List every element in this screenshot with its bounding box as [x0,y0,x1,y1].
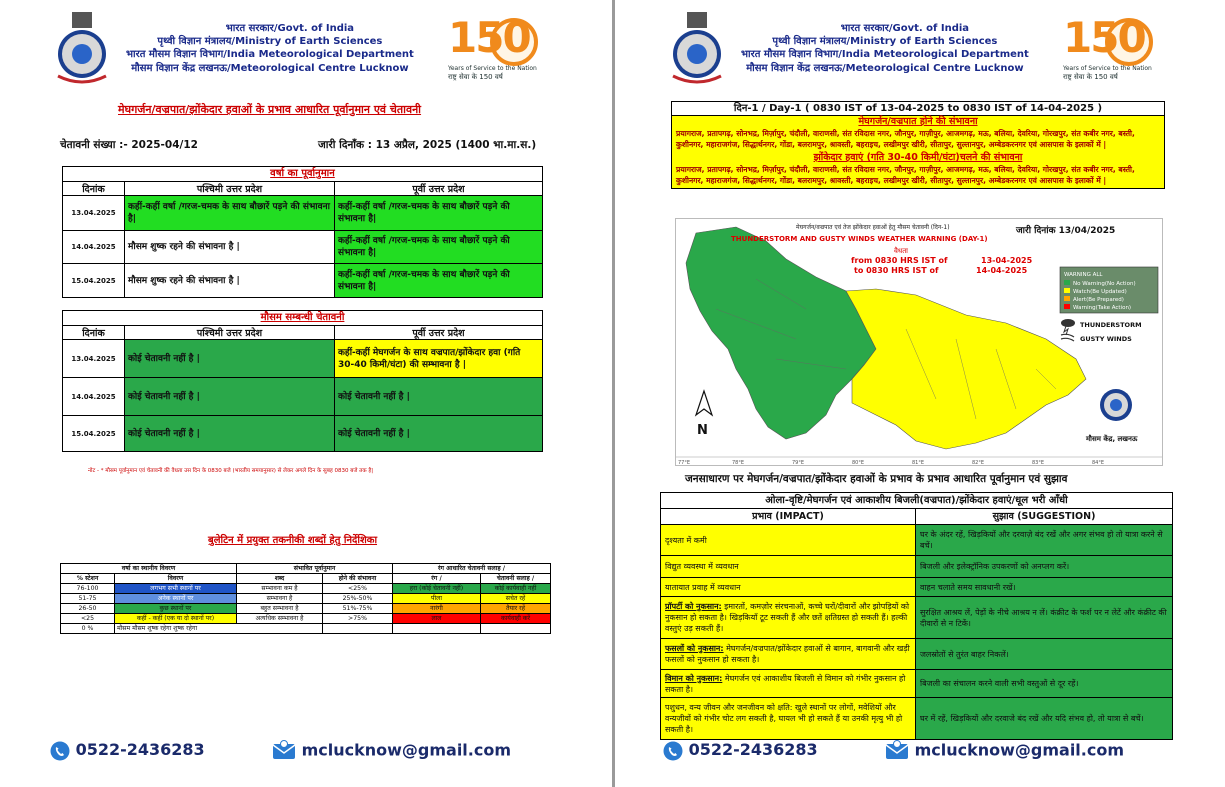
east-warning: कोई चेतावनी नहीं है | [335,378,543,416]
legend-word: अत्यधिक सम्भावना है [237,614,323,624]
row-date: 15.04.2025 [63,416,125,452]
map-validity-label: वैधता [894,247,908,255]
legend-col-desc: विवरण [115,574,237,584]
map-from-label: from 0830 HRS IST of [851,256,948,265]
col-west-up: पश्चिमी उत्तर प्रदेश [125,182,335,196]
col-suggestion: सुझाव (SUGGESTION) [916,509,1173,525]
logo-tagline-en: Years of Service to the Nation [448,65,537,72]
west-forecast: कहीं-कहीं वर्षा /गरज-चमक के साथ बौछारें पड़ने की संभावना है| [125,196,335,231]
legend-swatch-yellow [1064,288,1070,293]
logo-number: 150 [448,13,530,62]
contact-phone[interactable] [50,740,205,770]
legend-col-prob: होने की संभावना [323,574,393,584]
map-gusty-label: GUSTY WINDS [1080,335,1132,343]
legend-pct: 51-75 [61,594,115,604]
ministry-label: पृथ्वी विज्ञान मंत्रालय/Ministry of Earth Sciences [157,36,383,48]
ashoka-emblem-logo [665,10,729,86]
impact-lead: प्रॉपर्टी को नुकसान: [665,602,722,611]
legend-color: हरा (कोई चेतावनी नहीं) [393,584,481,594]
table-row [63,416,543,452]
table-header-row [63,326,543,340]
government-header-text [126,22,414,75]
lon-tick: 80°E [852,460,865,465]
phone-icon [50,741,70,761]
thunderstorm-icon [1061,319,1075,335]
west-forecast: मौसम शुष्क रहने की संभावना है | [125,231,335,264]
table-row [63,378,543,416]
east-forecast: कहीं-कहीं वर्षा /गरज-चमक के साथ बौछारें पड़ने की संभावना है| [335,196,543,231]
ministry-label: पृथ्वी विज्ञान मंत्रालय/Ministry of Earth Sciences [772,36,998,48]
legend-col-word: शब्द [237,574,323,584]
contact-email[interactable] [885,740,1124,770]
legend-item: Warning(Take Action) [1073,305,1132,311]
legend-advice: कार्यवाही करें [481,614,551,624]
legend-prob: 25%-50% [323,594,393,604]
map-thunderstorm-label: THUNDERSTORM [1080,321,1142,329]
contact-email[interactable] [272,740,511,770]
rain-forecast-table [62,181,543,298]
col-west-up: पश्चिमी उत्तर प्रदेश [125,326,335,340]
legend-col-color: रंग / [393,574,481,584]
table-row [661,556,1173,578]
legend-swatch-red [1064,304,1070,309]
govt-label: भारत सरकार/Govt. of India [840,23,970,34]
page-header [615,8,1225,83]
table-row [63,196,543,231]
map-issue-date: जारी दिनांक 13/04/2025 [1016,226,1116,236]
legend-color: लाल [393,614,481,624]
table-header-row [63,182,543,196]
govt-label: भारत सरकार/Govt. of India [225,23,355,34]
col-date: दिनांक [63,326,125,340]
legend-desc: कुछ स्थानों पर [115,604,237,614]
legend-row [61,604,551,614]
table-row [63,340,543,378]
row-date: 14.04.2025 [63,231,125,264]
phone-icon [663,741,683,761]
day1-forecast-box [671,101,1165,189]
glossary-table [60,563,551,634]
legend-desc: लगभग सभी स्थानों पर [115,584,237,594]
map-region-west [686,227,876,439]
east-forecast: कहीं-कहीं वर्षा /गरज-चमक के साथ बौछारें पड़ने की संभावना है| [335,264,543,298]
map-from-date: 13-04-2025 [981,256,1033,265]
lon-tick: 77°E [678,460,691,465]
imd-label: भारत मौसम विज्ञान विभाग/India Meteorological Department [741,49,1029,61]
legend-head-rain: वर्षा का स्थानीय विवरण [61,564,237,574]
table-row [63,264,543,298]
imd-label: भारत मौसम विज्ञान विभाग/India Meteorological Department [126,49,414,61]
email-address: mclucknow@gmail.com [301,740,512,760]
legend-advice: कोई कार्यवाही नहीं [481,584,551,594]
email-address: mclucknow@gmail.com [914,740,1125,760]
suggestion-cell: बिजली और इलेक्ट्रॉनिक उपकरणों को अनप्लग करें। [916,556,1173,578]
map-top-line: मेघगर्जन/वज्रपात एवं तेज झोंकेदार हवाओं हेतु मौसम चेतावनी (दिन-1) [796,224,950,231]
table-row [661,670,1173,698]
legend-swatch-orange [1064,296,1070,301]
legend-swatch-green [1064,280,1070,285]
suggestion-cell: घर में रहें, खिड़कियों और दरवाजे बंद रखें और यदि संभव हो, तो यात्रा से बचें। [916,698,1173,740]
impact-text: मेघगर्जन एवं आकाशीय बिजली से विमान को गंभीर नुकसान हो सकता है। [665,673,906,694]
map-legend-title: WARNING ALL [1064,272,1103,278]
legend-row [61,614,551,624]
table-row [661,597,1173,639]
suggestion-cell: वाहन चलाते समय सावधानी रखें। [916,578,1173,597]
logo-tagline-hi: राष्ट्र सेवा के 150 वर्ष [1063,73,1118,81]
row-date: 13.04.2025 [63,340,125,378]
impact-lead: विमान को नुकसान: [665,673,723,683]
warning-number: चेतावनी संख्या :- 2025-04/12 [60,139,198,151]
suggestion-cell: घर के अंदर रहें, खिड़कियों और दरवाज़े बंद रखें और अगर संभव हो तो यात्रा करने से बचें। [916,525,1173,556]
impact-text: मेघगर्जन/वज्रपात/झोंकेदार हवाओं से बागान, बागवानी और खड़ी फसलों को नुकसान हो सकता है। [665,644,910,664]
col-impact: प्रभाव (IMPACT) [661,509,916,525]
impact-cell [661,578,916,597]
email-icon [885,740,909,762]
weather-warning-table [62,325,543,452]
weather-warning-title: मौसम सम्बन्धी चेतावनी [62,310,543,325]
centre-label: मौसम विज्ञान केंद्र लखनऊ/Meteorological Centre Lucknow [131,62,409,74]
bulletin-page-right [615,0,1225,787]
impact-cell [661,597,916,639]
row-date: 15.04.2025 [63,264,125,298]
legend-desc: मौसम मौसम शुष्क रहेगा शुष्क रहेगा [115,624,323,634]
legend-color: पीला [393,594,481,604]
legend-word: सम्भावना है [237,594,323,604]
table-row [661,698,1173,740]
lon-tick: 84°E [1092,460,1105,465]
legend-pct: 26-50 [61,604,115,614]
lon-tick: 78°E [732,460,745,465]
gusty-wind-icon [1061,334,1074,341]
legend-head-forecast: संभावित पूर्वानुमान [237,564,393,574]
legend-prob: >75% [323,614,393,624]
legend-row [61,594,551,604]
day1-heading: दिन-1 / Day-1 ( 0830 IST of 13-04-2025 to 0830 IST of 14-04-2025 ) [672,102,1164,116]
impact-table-title: ओला-वृष्टि/मेघगर्जन एवं आकाशीय बिजली(वज्रपात)/झोंकेदार हवाएं/धूल भरी आँधी [661,493,1173,509]
bulletin-page-left [0,0,612,787]
impact-cell [661,556,916,578]
glossary-title: बुलेटिन में प्रयुक्त तकनीकी शब्दों हेतु निर्देशिका [208,535,378,546]
legend-item: Watch(Be Updated) [1073,289,1127,295]
legend-item: Alert(Be Prepared) [1073,297,1124,303]
page-header [0,8,612,83]
map-legend [1060,267,1158,313]
col-east-up: पूर्वी उत्तर प्रदेश [335,182,543,196]
legend-row [61,584,551,594]
north-arrow-icon [696,391,712,415]
lon-tick: 82°E [972,460,985,465]
lon-tick: 83°E [1032,460,1045,465]
legend-item: No Warning(No Action) [1073,281,1136,287]
government-header-text [741,22,1029,75]
table-row [63,231,543,264]
west-warning: कोई चेतावनी नहीं है | [125,378,335,416]
legend-desc: कहीं - कहीं (एक या दो स्थानों पर) [115,614,237,624]
impact-cell [661,639,916,670]
legend-color: नारंगी [393,604,481,614]
issue-date: जारी दिनाँक : 13 अप्रैल, 2025 (1400 भा.मा.स.) [318,139,537,151]
col-east-up: पूर्वी उत्तर प्रदेश [335,326,543,340]
suggestion-cell: सुरक्षित आश्रय लें, पेड़ों के नीचे आश्रय न लें। कंक्रीट के फर्श पर न लेटें और कंक्रीट की दीवारों से न टिकें। [916,597,1173,639]
imd-150-years-logo [1063,14,1163,86]
impact-text: दृश्यता में कमी [665,535,707,545]
west-warning: कोई चेतावनी नहीं है | [125,416,335,452]
logo-tagline-hi: राष्ट्र सेवा के 150 वर्ष [448,73,503,81]
centre-label: मौसम विज्ञान केंद्र लखनऊ/Meteorological Centre Lucknow [746,62,1024,74]
legend-desc: अनेक स्थानों पर [115,594,237,604]
legend-col-advice: चेतावनी सलाह / [481,574,551,584]
gusty-districts: प्रयागराज, प्रतापगढ़, सोनभद्र, मिर्ज़ापुर, चंदौली, वाराणसी, संत रविदास नगर, जौनपुर, गाज़ीपुर, आजमगढ़, मऊ, बलिया, देवरिया, गोरखपुर, संत कबीर नगर, बस्ती, कुशीनगर, महाराजगंज, सिद्धार्थनगर, गोंडा, बलरामपुर, श्रावस्ती, बहराइच, लखीमपुर खीरी, सीतापुर, सुल्तानपुर, अम्बेडकरनगर एवं आसपास के इलाकों में | [672,164,1164,188]
east-warning: कोई चेतावनी नहीं है | [335,416,543,452]
legend-prob: 51%-75% [323,604,393,614]
map-to-label: to 0830 HRS IST of [854,266,939,275]
logo-tagline-en: Years of Service to the Nation [1063,65,1152,72]
impact-text: विद्युत व्यवस्था में व्यवधान [665,562,739,571]
impact-caption: जनसाधारण पर मेघगर्जन/वज्रपात/झोंकेदार हवाओं के प्रभाव के प्रभाव आधारित पूर्वानुमान एवं सुझाव [685,473,1068,485]
impact-lead: फसलों को नुकसान: [665,644,724,653]
contact-phone[interactable] [663,740,818,770]
legend-advice: तैयार रहें [481,604,551,614]
impact-text: इमारतों, कमज़ोर संरचनाओं, कच्चे घरों/दीवारों और झोपड़ियों को नुकसान हो सकता है। खिड़कियाँ टूट सकती हैं और छतें क्षतिग्रस्त हो सकती हैं। हल्की वस्तुएं उड़ सकती हैं। [665,602,910,633]
map-to-date: 14-04-2025 [976,266,1028,275]
up-district-map [676,219,1162,465]
logo-number: 150 [1063,13,1145,62]
table-row [661,525,1173,556]
warning-map [675,218,1163,466]
north-label: N [697,423,708,438]
ashoka-emblem-logo [50,10,114,86]
legend-prob: <25% [323,584,393,594]
gusty-heading: झोंकेदार हवाएं (गति 30-40 किमी/घंटा)चलने की संभावना [672,152,1164,164]
phone-number: 0522-2436283 [688,740,818,759]
email-icon [272,740,296,762]
impact-text: पशुधन, वन्य जीवन और जनजीवन को क्षति: खुले स्थानों पर लोगों, मवेशियों और वन्यजीवों को गंभीर चोट लग सकती है, घायल भी हो सकते हैं या उनकी मृत्यु भी हो सकती है। [665,703,903,734]
document-title: मेघगर्जन/वज्रपात/झोंकेदार हवाओं के प्रभाव आधारित पूर्वानुमान एवं चेतावनी [118,103,422,116]
west-warning: कोई चेतावनी नहीं है | [125,340,335,378]
phone-number: 0522-2436283 [75,740,205,759]
suggestion-cell: बिजली का संचालन करने वाली सभी वस्तुओं से दूर रहें। [916,670,1173,698]
lon-tick: 81°E [912,460,925,465]
legend-advice: सचेत रहें [481,594,551,604]
row-date: 14.04.2025 [63,378,125,416]
thunder-districts: प्रयागराज, प्रतापगढ़, सोनभद्र, मिर्ज़ापुर, चंदौली, वाराणसी, संत रविदास नगर, जौनपुर, गाज़ीपुर, आजमगढ़, मऊ, बलिया, देवरिया, गोरखपुर, संत कबीर नगर, बस्ती, कुशीनगर, महाराजगंज, सिद्धार्थनगर, गोंडा, बलरामपुर, श्रावस्ती, बहराइच, लखीमपुर खीरी, सीतापुर, सुल्तानपुर, अम्बेडकरनगर एवं आसपास के इलाकों में | [672,128,1164,152]
impact-cell [661,670,916,698]
rain-forecast-title: वर्षा का पूर्वानुमान [62,166,543,181]
impact-cell [661,698,916,740]
east-forecast: कहीं-कहीं वर्षा /गरज-चमक के साथ बौछारें पड़ने की संभावना है| [335,231,543,264]
legend-col-pct: % स्टेशन [61,574,115,584]
legend-word: सम्भावना कम है [237,584,323,594]
map-region-east [846,289,1086,449]
row-date: 13.04.2025 [63,196,125,231]
legend-word: बहुत सम्भावना है [237,604,323,614]
impact-cell [661,525,916,556]
west-forecast: मौसम शुष्क रहने की संभावना है | [125,264,335,298]
longitude-axis [676,457,1162,465]
legend-head-color: रंग आधारित चेतावनी सलाह / [393,564,551,574]
validity-note: नोट - * मौसम पूर्वानुमान एवं चेतावनी की वैधता उस दिन के 0830 बजे (भारतीय समयानुसार) से लेकर अगले दिन के सुबह 0830 बजे तक है| [88,468,374,474]
table-row [661,578,1173,597]
suggestion-cell: जलस्रोतों से तुरंत बाहर निकलें। [916,639,1173,670]
table-row [661,639,1173,670]
east-warning: कहीं-कहीं मेघगर्जन के साथ वज्रपात/झोंकेदार हवा (गति 30-40 किमी/घंटा) की सम्भावना है | [335,340,543,378]
thunder-heading: मेघगर्जन/वज्रपात होने की संभावना [672,116,1164,128]
map-title: THUNDERSTORM AND GUSTY WINDS WEATHER WARNING (DAY-1) [731,235,988,243]
col-date: दिनांक [63,182,125,196]
imd-emblem-map-logo [1100,389,1132,421]
lon-tick: 79°E [792,460,805,465]
impact-text: यातायात प्रवाह में व्यवधान [665,582,741,592]
legend-pct: 76-100 [61,584,115,594]
legend-pct: 0 % [61,624,115,634]
legend-pct: <25 [61,614,115,624]
legend-row [61,624,551,634]
impact-suggestion-table [660,492,1173,740]
map-centre-label: मौसम केंद्र, लखनऊ [1086,435,1138,443]
imd-150-years-logo [448,14,548,86]
